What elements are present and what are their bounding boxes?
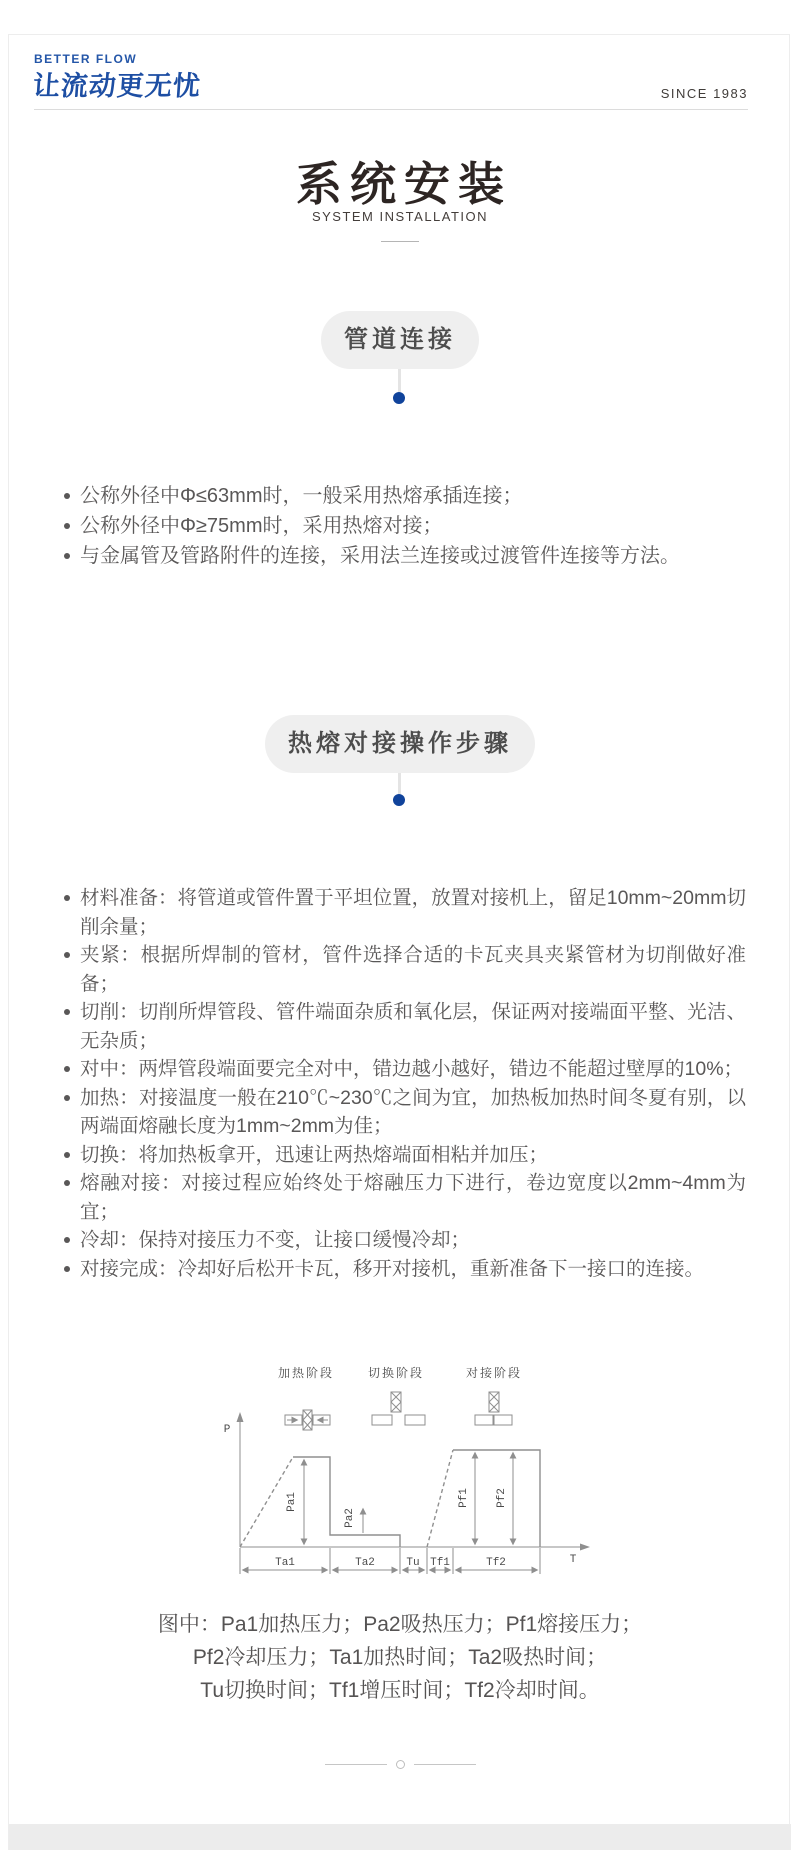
tf1-label: Tf1 [430,1557,450,1569]
section-badge-pipe-connection: 管道连接 [321,311,479,369]
list-item: 公称外径中Φ≤63mm时，一般采用热熔承插连接； [62,481,726,511]
pf1-label: Pf1 [458,1488,470,1508]
ta1-label: Ta1 [275,1557,295,1569]
pipe-connection-list [62,481,726,571]
phase-label-heating: 加热阶段 [277,1366,335,1380]
list-item: 对中：两焊管段端面要完全对中，错边越小越好，错边不能超过壁厚的10%； [62,1055,746,1084]
title-divider [381,241,419,242]
list-item: 切削：切削所焊管段、管件端面杂质和氧化层，保证两对接端面平整、光洁、无杂质； [62,998,746,1055]
section-badge-butt-fusion-steps: 热熔对接操作步骤 [265,715,535,773]
phase-label-joining: 对接阶段 [465,1366,523,1380]
pa1-label: Pa1 [286,1492,298,1512]
brand-tagline: BETTER FLOW [34,52,138,66]
header-divider [34,109,748,110]
footer-divider [0,1760,800,1769]
list-item: 公称外径中Φ≥75mm时，采用热熔对接； [62,511,726,541]
list-item: 切换：将加热板拿开，迅速让两热熔端面相粘并加压； [62,1141,746,1170]
pressure-profile [240,1450,540,1547]
list-item: 冷却：保持对接压力不变，让接口缓慢冷却； [62,1226,746,1255]
pa2-label: Pa2 [344,1508,356,1528]
brand-since: SINCE 1983 [660,86,748,101]
list-item: 对接完成：冷却好后松开卡瓦，移开对接机，重新准备下一接口的连接。 [62,1255,746,1284]
diagram-axes [224,1412,590,1566]
time-segments [240,1548,540,1574]
pressure-time-diagram [190,1352,610,1587]
list-item: 夹紧：根据所焊制的管材，管件选择合适的卡瓦夹具夹紧管材为切削做好准备； [62,941,746,998]
list-item: 熔融对接：对接过程应始终处于熔融压力下进行，卷边宽度以2mm~4mm为宜； [62,1169,746,1226]
list-item: 加热：对接温度一般在210℃~230℃之间为宜，加热板加热时间冬夏有别，以两端面熔融长度为1mm~2mm为佳； [62,1084,746,1141]
next-section-strip [9,1824,791,1850]
badge-connector-dot [393,392,405,404]
pf2-label: Pf2 [496,1488,508,1508]
phase-label-switch: 切换阶段 [367,1366,425,1380]
caption-line: Pf2冷却压力；Ta1加热时间；Ta2吸热时间； [192,1646,608,1669]
y-axis-label: P [223,1424,231,1436]
x-axis-label: T [569,1554,577,1566]
switch-phase-icon [372,1392,425,1425]
list-item: 与金属管及管路附件的连接，采用法兰连接或过渡管件连接等方法。 [62,541,726,571]
brand-logo: 让流动更无忧 [31,71,202,101]
footer-divider-line [325,1764,387,1765]
tu-label: Tu [406,1557,420,1569]
ta2-label: Ta2 [355,1557,375,1569]
joining-phase-icon [475,1392,512,1425]
badge-connector-dot [393,794,405,806]
caption-line: 图中：Pa1加热压力；Pa2吸热压力；Pf1熔接压力； [157,1613,643,1636]
diagram-caption [0,1608,800,1707]
tf2-label: Tf2 [486,1557,506,1569]
list-item: 材料准备：将管道或管件置于平坦位置，放置对接机上，留足10mm~20mm切削余量； [62,884,746,941]
footer-divider-line [414,1764,476,1765]
badge-connector-line [398,369,401,392]
butt-fusion-steps-list [62,884,746,1283]
page-title: 系统安装 [296,158,512,210]
page-subtitle: SYSTEM INSTALLATION [311,209,489,224]
badge-connector-line [398,773,401,794]
heating-phase-icon [285,1410,330,1430]
pressure-annotations [286,1453,513,1544]
caption-line: Tu切换时间；Tf1增压时间；Tf2冷却时间。 [200,1679,600,1702]
footer-divider-circle-icon [396,1760,405,1769]
